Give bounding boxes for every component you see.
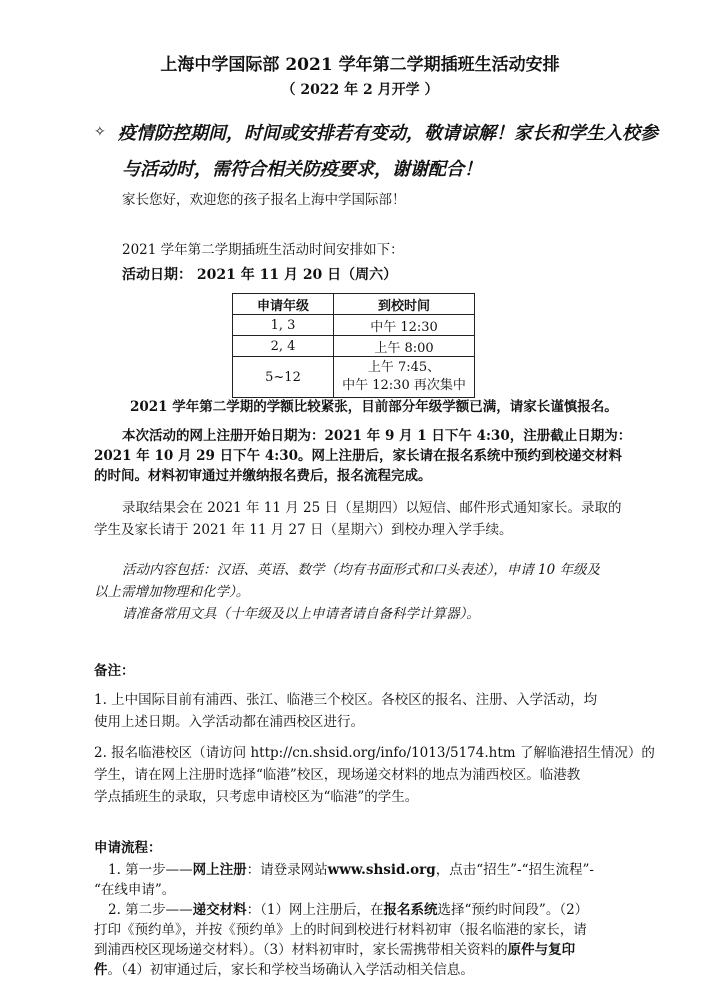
notice-line-1: 疫情防控期间，时间或安排若有变动，敬请谅解！家长和学生入校参 [118,123,658,144]
page-subtitle: （ 2022 年 2 月开学 ） [281,82,439,98]
process-step-2-line-2: 打印《预约单》，并按《预约单》上的时间到校进行材料初审（报名临港的家长，请 [94,922,587,938]
time-line-1: 上午 7:45、 [367,360,441,375]
step-2-title: 递交材料 [192,902,247,918]
process-step-1 [108,860,594,880]
remark-2-line-3: 学点插班生的录取，只考虑申请校区为“临港”的学生。 [94,789,419,805]
page-title: 上海中学国际部 2021 学年第二学期插班生活动安排 [160,55,560,75]
content-line-3: 请准备常用文具（十年级及以上申请者请自备科学计算器）。 [122,606,480,622]
remark-2-line-1: 2. 报名临港校区（请访问 http://cn.shsid.org/info/1013/5174.htm 了解临港招生情况）的 [94,745,655,761]
remark-2-line-2: 学生，请在网上注册时选择“临港”校区，现场递交材料的地点为浦西校区。临港教 [94,767,581,783]
table-row [233,336,475,357]
content-line-2: 以上需增加物理和化学）。 [94,584,250,600]
header-grade: 申请年级 [233,294,334,315]
activity-date: 活动日期： 2021 年 11 月 20 日（周六） [122,267,398,283]
registration-line-3: 的时间。材料初审通过并缴纳报名费后，报名流程完成。 [94,468,432,484]
step-2-prefix: 2. 第二步—— [108,902,193,918]
step-1-tail: ，点击“招生”-“招生流程”- [435,862,594,878]
grade-cell: 5~12 [233,357,334,398]
step-2-line-4-text: 。（4）初审通过后，家长和学校当场确认入学活动相关信息。 [107,962,474,978]
process-step-1-line-2: “在线申请”。 [94,882,176,898]
table-row [233,315,475,336]
results-line-2: 学生及家长请于 2021 年 11 月 27 日（星期六）到校办理入学手续。 [94,522,513,538]
time-line-2: 中午 12:30 再次集中 [342,378,466,393]
remarks-heading: 备注： [94,663,135,679]
process-step-2 [108,900,588,920]
schedule-table [232,293,475,398]
quota-note: 2021 学年第二学期的学额比较紧张，目前部分年级学额已满，请家长谨慎报名。 [130,399,618,415]
step-2-line-3-text: 到浦西校区现场递交材料）。（3）材料初审时，家长需携带相关资料的 [94,942,508,958]
schedule-intro: 2021 学年第二学期插班生活动时间安排如下： [122,242,404,258]
step-2-original-copies: 原件与复印 [507,942,576,958]
notice-line-2: 与活动时，需符合相关防疫要求，谢谢配合！ [122,159,482,180]
process-step-2-line-3 [94,940,575,960]
time-cell [334,357,475,398]
process-step-2-line-4 [94,960,474,980]
step-1-title: 网上注册 [192,862,247,878]
step-2-system: 报名系统 [383,902,438,918]
table-row [233,357,475,398]
step-2-text: ：（1）网上注册后，在 [246,902,384,918]
remark-1-line-2: 使用上述日期。入学活动都在浦西校区进行。 [94,714,364,730]
greeting: 家长您好，欢迎您的孩子报名上海中学国际部！ [122,192,406,208]
time-cell: 中午 12:30 [334,315,475,336]
registration-line-1: 本次活动的网上注册开始日期为：2021 年 9 月 1 日下午 4:30，注册截止日期为： [122,428,632,444]
registration-line-2: 2021 年 10 月 29 日下午 4:30。网上注册后，家长请在报名系统中预约到校递交材料 [94,448,623,464]
diamond-bullet-icon: ✧ [94,124,106,140]
content-line-1: 活动内容包括：汉语、英语、数学（均有书面形式和口头表述），申请 10 年级及 [122,562,601,578]
results-line-1: 录取结果会在 2021 年 11 月 25 日（星期四）以短信、邮件形式通知家长。录取的 [122,500,622,516]
step-1-text: ：请登录网站 [246,862,328,878]
step-1-prefix: 1. 第一步—— [108,862,193,878]
grade-cell: 1, 3 [233,315,334,336]
remark-1-line-1: 1. 上中国际目前有浦西、张江、临港三个校区。各校区的报名、注册、入学活动，均 [94,692,598,708]
process-heading: 申请流程： [94,840,162,856]
step-2-tail: 选择“预约时间段”。（2） [437,902,589,918]
time-cell: 上午 8:00 [334,336,475,357]
step-1-website-link[interactable]: www.shsid.org [327,862,436,878]
header-time: 到校时间 [334,294,475,315]
step-2-line-4-bold: 件 [94,962,108,978]
grade-cell: 2, 4 [233,336,334,357]
table-header-row [233,294,475,315]
